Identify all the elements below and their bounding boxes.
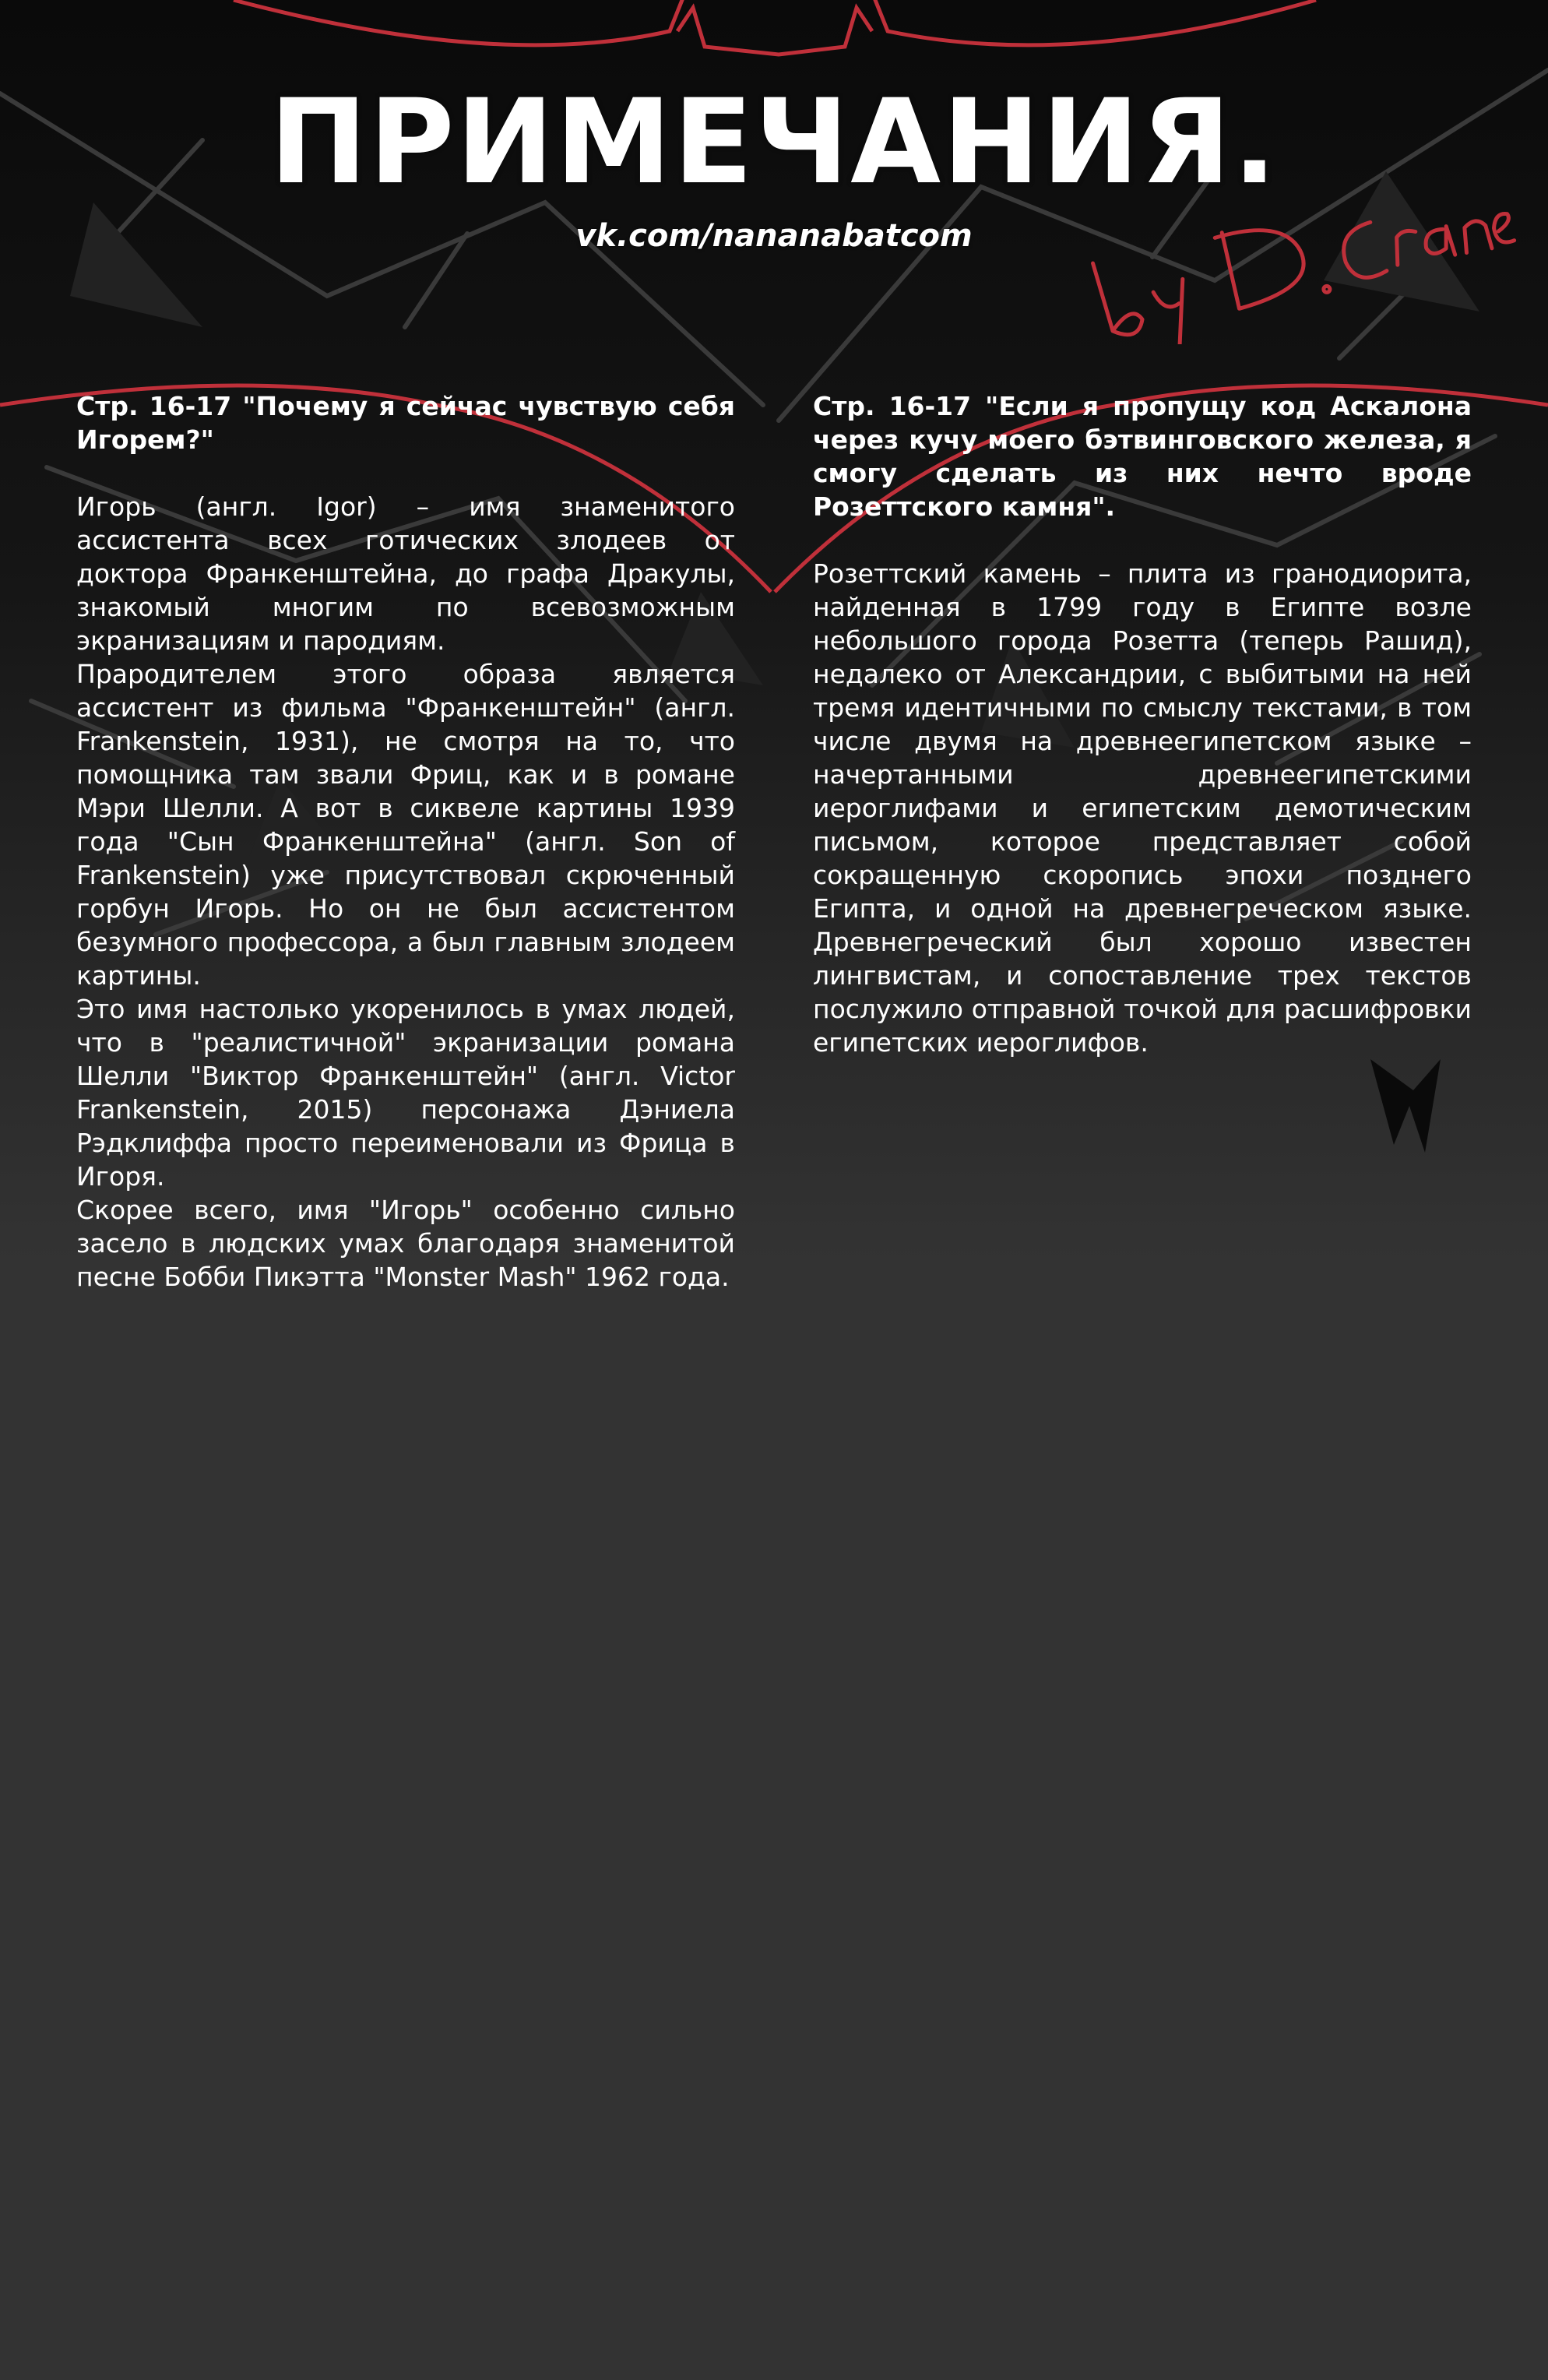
note-column-left	[76, 389, 735, 1294]
note-heading: Стр. 16-17 "Если я пропущу код Аскалона через кучу моего бэтвинговского железа, я смогу сделать из них нечто вроде Розеттского камня".	[813, 391, 1472, 522]
note-paragraph: Розеттский камень – плита из гранодиорита, найденная в 1799 году в Египте возле небольшого города Розетта (теперь Рашид), недалеко от Александрии, с выбитыми на ней тремя идентичными по смыслу текстами, в том числе двумя на древнеегипетском языке – начертанными древнеегипетскими иероглифами и египетским демотическим письмом, которое представляет собой сокращенную скоропись эпохи позднего Египта, и одной на древнегреческом языке. Древнегреческий был хорошо известен лингвистам, и сопоставление трех текстов послужило отправной точкой для расшифровки египетских иероглифов.	[813, 558, 1472, 1058]
note-column-right	[813, 389, 1472, 1059]
note-paragraph: Это имя настолько укоренилось в умах людей, что в "реалистичной" экранизации романа Шелли "Виктор Франкенштейн" (англ. Victor Frankenstein, 2015) персонажа Дэниела Рэдклиффа просто переименовали из Фрица в Игоря.	[76, 994, 735, 1192]
header	[0, 0, 1548, 335]
page-title: ПРИМЕЧАНИЯ.	[269, 75, 1279, 210]
note-heading: Стр. 16-17 "Почему я сейчас чувствую себя Игорем?"	[76, 391, 735, 455]
note-paragraph: Прародителем этого образа является ассистент из фильма "Франкенштейн" (англ. Frankenstein, 1931), не смотря на то, что помощника там звали Фриц, как и в романе Мэри Шелли. А вот в сиквеле картины 1939 года "Сын Франкенштейна" (англ. Son of Frankenstein) уже присутствовал скрюченный горбун Игорь. Но он не был ассистентом безумного профессора, а был главным злодеем картины.	[76, 659, 735, 991]
source-link[interactable]: vk.com/nananabatcom	[575, 218, 973, 254]
signature-by-d-crane	[1082, 204, 1518, 344]
note-paragraph: Игорь (англ. Igor) – имя знаменитого ассистента всех готических злодеев от доктора Франкенштейна, до графа Дракулы, знакомый многим по всевозможным экранизациям и пародиям.	[76, 491, 735, 656]
note-paragraph: Скорее всего, имя "Игорь" особенно сильно засело в людских умах благодаря знаменитой песне Бобби Пикэтта "Monster Mash" 1962 года.	[76, 1195, 735, 1292]
